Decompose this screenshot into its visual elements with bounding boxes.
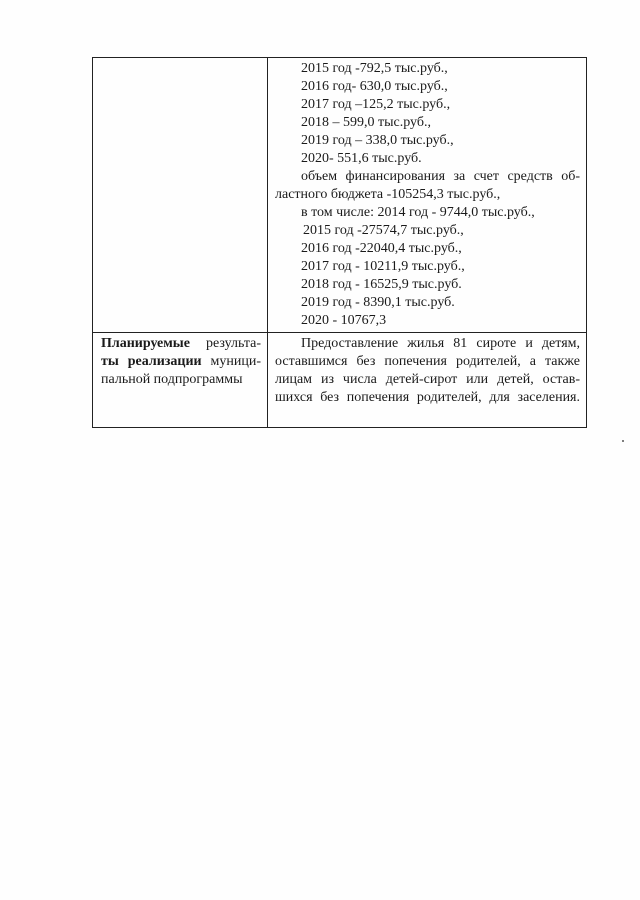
results-label-bold: ты реализации <box>101 354 202 369</box>
empty-label-cell <box>93 58 268 333</box>
results-label-line <box>101 353 261 371</box>
financing-line: 2018 – 599,0 тыс.руб., <box>301 115 431 130</box>
financing-line: 2016 год- 630,0 тыс.руб., <box>301 79 448 94</box>
results-text-line: оставшимся без попечения родителей, а также <box>275 354 580 369</box>
regional-year-line: 2017 год - 10211,9 тыс.руб., <box>301 259 465 274</box>
regional-year-line: 2015 год -27574,7 тыс.руб., <box>303 223 464 238</box>
results-label-bold: Планируемые <box>101 336 190 351</box>
results-label-cell <box>93 333 268 428</box>
regional-year-line: 2020 - 10767,3 <box>301 313 387 328</box>
financing-line: 2017 год –125,2 тыс.руб., <box>301 97 451 112</box>
financing-line: 2019 год – 338,0 тыс.руб., <box>301 133 454 148</box>
subprogram-passport-table <box>92 57 587 428</box>
results-label-line: пальной подпрограммы <box>101 372 243 387</box>
financing-line: 2020- 551,6 тыс.руб. <box>301 151 422 166</box>
results-label-rest: результа- <box>189 336 261 351</box>
results-text-cell <box>268 333 587 428</box>
regional-budget-line: объем финансирования за счет средств об- <box>301 169 580 184</box>
results-label-rest: муници- <box>201 354 261 369</box>
regional-year-line: 2018 год - 16525,9 тыс.руб. <box>301 277 462 292</box>
table-row-results <box>93 333 587 428</box>
results-text-line: Предоставление жилья 81 сироте и детям, <box>301 336 580 351</box>
financing-line: 2015 год -792,5 тыс.руб., <box>301 61 448 76</box>
results-text-line: шихся без попечения родителей, для заселения. <box>275 390 580 405</box>
regional-budget-line: ластного бюджета -105254,3 тыс.руб., <box>275 187 501 202</box>
regional-year-line: 2019 год - 8390,1 тыс.руб. <box>301 295 455 310</box>
results-label-line <box>101 335 261 353</box>
regional-year-line: 2016 год -22040,4 тыс.руб., <box>301 241 462 256</box>
results-text-line: лицам из числа детей-сирот или детей, остав- <box>275 372 580 387</box>
table-row-financing <box>93 58 587 333</box>
regional-budget-line: в том числе: 2014 год - 9744,0 тыс.руб., <box>301 205 535 220</box>
scan-speck <box>622 440 624 442</box>
financing-cell <box>268 58 587 333</box>
